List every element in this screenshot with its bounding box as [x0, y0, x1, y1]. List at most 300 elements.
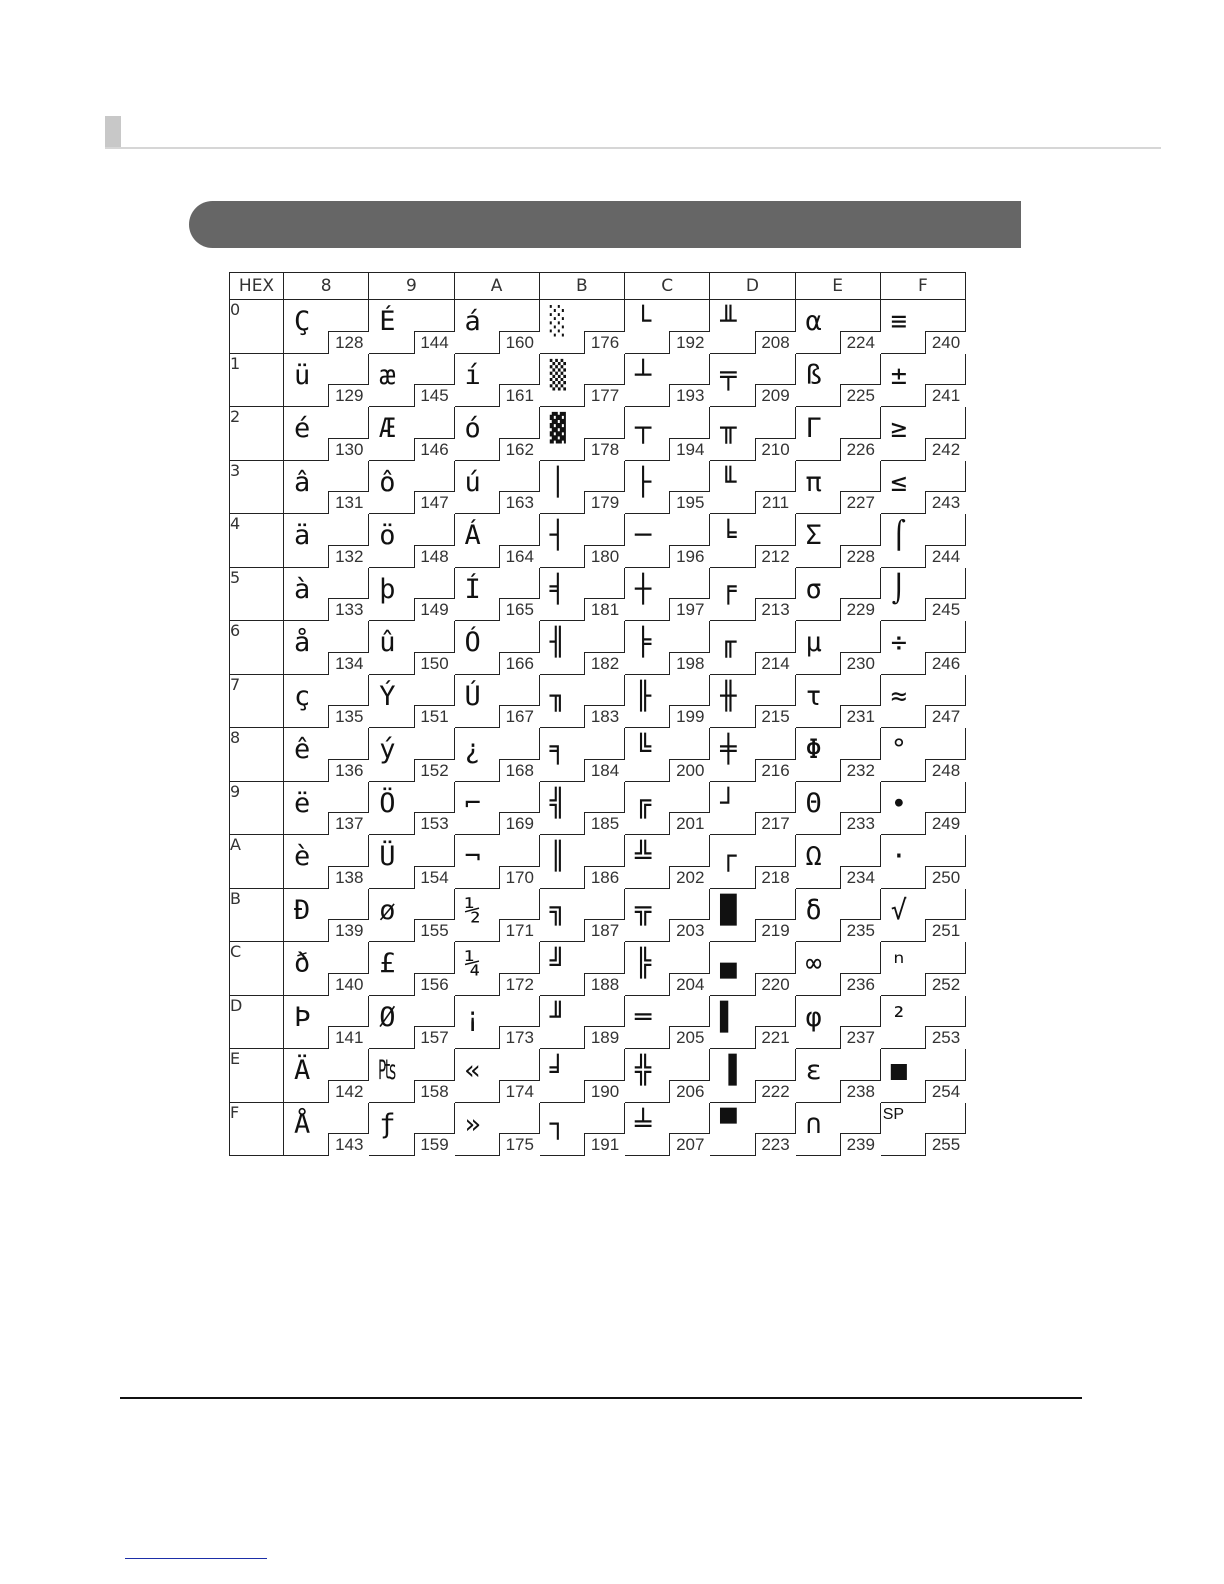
- char-code: 184: [584, 759, 625, 782]
- row-header: E: [230, 1049, 284, 1103]
- char-glyph: ≡: [890, 306, 908, 337]
- char-cell: [454, 407, 539, 461]
- char-code: 138: [328, 866, 369, 889]
- char-glyph: ø: [379, 894, 396, 926]
- char-glyph: ┌: [720, 841, 737, 872]
- char-cell: [454, 995, 539, 1049]
- char-cell: [539, 460, 624, 514]
- char-code: 203: [669, 919, 710, 942]
- char-code: 155: [414, 919, 455, 942]
- char-code: 129: [328, 384, 369, 407]
- table-title-band: [189, 201, 1021, 248]
- char-glyph: ç: [294, 680, 311, 712]
- char-glyph: Á: [464, 520, 481, 551]
- char-glyph: δ: [805, 894, 822, 926]
- char-cell: [710, 460, 795, 514]
- char-glyph: Æ: [379, 413, 396, 444]
- char-code: 201: [669, 812, 710, 835]
- char-code: 156: [414, 973, 455, 996]
- char-cell: [710, 407, 795, 461]
- char-glyph: ╦: [635, 894, 652, 926]
- char-glyph: ╚: [635, 734, 652, 765]
- table-body: [230, 300, 966, 1156]
- char-glyph: Ý: [379, 680, 396, 712]
- char-glyph: å: [294, 627, 311, 658]
- char-code: 182: [584, 652, 625, 675]
- char-cell: [795, 567, 880, 621]
- char-code: 178: [584, 438, 625, 461]
- char-cell: [369, 460, 454, 514]
- char-cell: [795, 674, 880, 728]
- char-code: 190: [584, 1080, 625, 1103]
- char-code: 239: [840, 1133, 881, 1156]
- table-row: [230, 1102, 966, 1156]
- char-cell: [625, 300, 710, 354]
- char-glyph: â: [294, 466, 311, 498]
- table-row: [230, 888, 966, 942]
- char-glyph: ┼: [635, 573, 652, 605]
- row-header: F: [230, 1102, 284, 1156]
- table-row: [230, 1049, 966, 1103]
- char-cell: [284, 728, 369, 782]
- char-code: 132: [328, 545, 369, 568]
- char-glyph: ─: [635, 520, 652, 551]
- char-glyph: │: [549, 466, 567, 498]
- char-code: 131: [328, 491, 369, 514]
- table-row: [230, 460, 966, 514]
- char-cell: [284, 781, 369, 835]
- char-cell: [880, 300, 965, 354]
- char-glyph: ▓: [549, 413, 567, 444]
- char-code: 192: [669, 331, 710, 354]
- table-row: [230, 781, 966, 835]
- character-code-table: [229, 272, 966, 1156]
- char-cell: [710, 621, 795, 675]
- link-underline: [125, 1558, 267, 1559]
- column-header: C: [625, 273, 710, 300]
- char-glyph: ═: [635, 1001, 652, 1033]
- char-cell: [795, 942, 880, 996]
- char-cell: [625, 674, 710, 728]
- char-code: 232: [840, 759, 881, 782]
- char-code: 188: [584, 973, 625, 996]
- char-cell: [710, 674, 795, 728]
- char-cell: [539, 353, 624, 407]
- char-code: 145: [414, 384, 455, 407]
- char-cell: [454, 567, 539, 621]
- char-cell: [710, 781, 795, 835]
- char-code: 225: [840, 384, 881, 407]
- char-cell: [369, 567, 454, 621]
- char-code: 242: [925, 438, 966, 461]
- char-glyph: µ: [805, 627, 822, 658]
- char-cell: [284, 621, 369, 675]
- char-cell: [369, 781, 454, 835]
- char-cell: [369, 514, 454, 568]
- char-cell: [880, 353, 965, 407]
- char-code: 208: [755, 331, 796, 354]
- char-code: 219: [755, 919, 796, 942]
- char-cell: [880, 995, 965, 1049]
- char-glyph: π: [805, 466, 822, 498]
- char-glyph: █: [720, 894, 737, 926]
- char-glyph: ë: [294, 787, 311, 819]
- table-row: [230, 407, 966, 461]
- char-glyph: É: [379, 306, 396, 337]
- char-cell: [795, 407, 880, 461]
- char-cell: [284, 674, 369, 728]
- char-cell: [710, 567, 795, 621]
- char-cell: [539, 514, 624, 568]
- char-glyph: ╥: [720, 413, 737, 444]
- char-cell: [880, 781, 965, 835]
- char-code: 193: [669, 384, 710, 407]
- char-cell: [880, 728, 965, 782]
- char-code: 175: [499, 1133, 540, 1156]
- char-glyph: ╔: [635, 787, 652, 819]
- char-cell: [880, 407, 965, 461]
- char-code: 141: [328, 1026, 369, 1049]
- char-cell: [625, 1049, 710, 1103]
- char-code: 220: [755, 973, 796, 996]
- char-glyph: í: [464, 359, 481, 391]
- char-glyph: ▐: [720, 1055, 737, 1086]
- char-cell: [539, 835, 624, 889]
- char-code: 172: [499, 973, 540, 996]
- char-code: 248: [925, 759, 966, 782]
- char-cell: [625, 1102, 710, 1156]
- char-glyph: Å: [294, 1108, 311, 1140]
- char-code: 221: [755, 1026, 796, 1049]
- char-code: 241: [925, 384, 966, 407]
- char-glyph: ¡: [464, 1001, 481, 1033]
- char-glyph: à: [294, 573, 311, 605]
- char-code: 160: [499, 331, 540, 354]
- char-code: 147: [414, 491, 455, 514]
- char-glyph: Φ: [805, 734, 822, 765]
- char-glyph: ê: [294, 734, 311, 765]
- char-glyph: è: [294, 841, 311, 872]
- char-cell: [625, 353, 710, 407]
- char-cell: [454, 781, 539, 835]
- row-header: 8: [230, 728, 284, 782]
- char-cell: [539, 674, 624, 728]
- char-code: 166: [499, 652, 540, 675]
- char-code: 254: [925, 1080, 966, 1103]
- char-code: 171: [499, 919, 540, 942]
- char-code: 183: [584, 705, 625, 728]
- char-glyph: ≤: [890, 466, 908, 498]
- char-code: 137: [328, 812, 369, 835]
- char-glyph: Ä: [294, 1055, 311, 1086]
- corner-header: HEX: [230, 273, 284, 300]
- char-cell: [710, 728, 795, 782]
- char-cell: [710, 514, 795, 568]
- char-code: 162: [499, 438, 540, 461]
- char-cell: [284, 300, 369, 354]
- char-cell: [795, 835, 880, 889]
- char-code: 150: [414, 652, 455, 675]
- char-glyph: τ: [805, 680, 822, 712]
- char-glyph: ┘: [720, 787, 737, 819]
- char-cell: [625, 514, 710, 568]
- table-row: [230, 514, 966, 568]
- char-code: 244: [925, 545, 966, 568]
- char-glyph: ₧: [379, 1055, 396, 1086]
- char-cell: [539, 567, 624, 621]
- char-cell: [539, 1102, 624, 1156]
- char-cell: [880, 942, 965, 996]
- char-glyph: ╟: [635, 680, 652, 712]
- char-glyph: ä: [294, 520, 311, 551]
- char-code: 251: [925, 919, 966, 942]
- char-cell: [795, 781, 880, 835]
- char-cell: [795, 514, 880, 568]
- char-code: 202: [669, 866, 710, 889]
- char-glyph: Ð: [294, 894, 311, 926]
- char-code: 206: [669, 1080, 710, 1103]
- char-cell: [710, 1102, 795, 1156]
- char-cell: [369, 728, 454, 782]
- char-code: 189: [584, 1026, 625, 1049]
- char-glyph: ý: [379, 734, 396, 765]
- char-code: 154: [414, 866, 455, 889]
- char-code: 140: [328, 973, 369, 996]
- char-cell: [369, 674, 454, 728]
- char-code: 209: [755, 384, 796, 407]
- row-header: 1: [230, 353, 284, 407]
- char-glyph: ô: [379, 466, 396, 498]
- char-code: 185: [584, 812, 625, 835]
- column-header: B: [539, 273, 624, 300]
- char-cell: [625, 995, 710, 1049]
- char-glyph: ╖: [549, 680, 567, 712]
- char-glyph: ⌐: [464, 787, 481, 819]
- column-header: D: [710, 273, 795, 300]
- column-header: F: [880, 273, 965, 300]
- char-glyph: ð: [294, 948, 311, 979]
- char-cell: [625, 407, 710, 461]
- char-code: 153: [414, 812, 455, 835]
- char-code: 146: [414, 438, 455, 461]
- char-code: 235: [840, 919, 881, 942]
- row-header: 6: [230, 621, 284, 675]
- char-glyph: ├: [635, 466, 652, 498]
- char-cell: [795, 728, 880, 782]
- char-cell: [710, 995, 795, 1049]
- char-code: 227: [840, 491, 881, 514]
- char-cell: [880, 1102, 965, 1156]
- char-glyph: ╡: [549, 573, 567, 605]
- char-code: 177: [584, 384, 625, 407]
- row-header: C: [230, 942, 284, 996]
- char-glyph: └: [635, 306, 652, 337]
- char-glyph: ⁿ: [890, 948, 908, 979]
- char-glyph: ╪: [720, 734, 737, 765]
- char-code: 199: [669, 705, 710, 728]
- char-code: 214: [755, 652, 796, 675]
- char-cell: [625, 728, 710, 782]
- char-glyph: ╞: [635, 627, 652, 658]
- char-code: 211: [755, 491, 796, 514]
- char-cell: [625, 621, 710, 675]
- char-cell: [539, 888, 624, 942]
- char-code: 205: [669, 1026, 710, 1049]
- char-glyph: Ω: [805, 841, 822, 872]
- table-row: [230, 674, 966, 728]
- char-cell: [795, 995, 880, 1049]
- char-code: 249: [925, 812, 966, 835]
- char-cell: [625, 567, 710, 621]
- char-code: 237: [840, 1026, 881, 1049]
- table-row: [230, 621, 966, 675]
- char-cell: [539, 728, 624, 782]
- char-cell: [284, 353, 369, 407]
- char-cell: [284, 460, 369, 514]
- char-cell: [454, 1049, 539, 1103]
- char-cell: [454, 621, 539, 675]
- char-glyph: Ú: [464, 680, 481, 712]
- char-code: 212: [755, 545, 796, 568]
- char-code: 207: [669, 1133, 710, 1156]
- char-glyph: ú: [464, 466, 481, 498]
- char-cell: [454, 300, 539, 354]
- row-header: B: [230, 888, 284, 942]
- char-glyph: ¬: [464, 841, 481, 872]
- char-glyph: ┴: [635, 359, 652, 391]
- row-header: 2: [230, 407, 284, 461]
- char-glyph: æ: [379, 359, 396, 391]
- char-code: 187: [584, 919, 625, 942]
- char-glyph: û: [379, 627, 396, 658]
- char-glyph: »: [464, 1108, 481, 1140]
- char-glyph: ▄: [720, 948, 737, 979]
- char-code: 218: [755, 866, 796, 889]
- char-cell: [539, 300, 624, 354]
- column-header: E: [795, 273, 880, 300]
- row-header: 7: [230, 674, 284, 728]
- char-cell: [369, 888, 454, 942]
- char-glyph: Ç: [294, 306, 311, 337]
- char-code: 200: [669, 759, 710, 782]
- char-glyph: ╝: [549, 948, 567, 979]
- char-code: 157: [414, 1026, 455, 1049]
- char-code: 128: [328, 331, 369, 354]
- char-glyph: ╧: [635, 1108, 652, 1140]
- char-cell: [710, 888, 795, 942]
- char-code: 167: [499, 705, 540, 728]
- row-header: 5: [230, 567, 284, 621]
- row-header: 3: [230, 460, 284, 514]
- char-code: 136: [328, 759, 369, 782]
- char-code: 213: [755, 598, 796, 621]
- char-code: 144: [414, 331, 455, 354]
- char-glyph: ╕: [549, 734, 567, 765]
- char-cell: [880, 835, 965, 889]
- char-code: 224: [840, 331, 881, 354]
- char-cell: [710, 942, 795, 996]
- char-code: 133: [328, 598, 369, 621]
- char-code: 195: [669, 491, 710, 514]
- char-code: 179: [584, 491, 625, 514]
- char-cell: [880, 621, 965, 675]
- char-code: 223: [755, 1133, 796, 1156]
- char-glyph: ╘: [720, 520, 737, 551]
- table-row: [230, 995, 966, 1049]
- char-glyph: ┬: [635, 413, 652, 444]
- char-code: 186: [584, 866, 625, 889]
- char-code: 135: [328, 705, 369, 728]
- char-cell: [625, 835, 710, 889]
- char-glyph: Σ: [805, 520, 822, 551]
- char-code: 238: [840, 1080, 881, 1103]
- table-row: [230, 300, 966, 354]
- char-cell: [454, 888, 539, 942]
- char-code: 247: [925, 705, 966, 728]
- char-glyph: Ø: [379, 1001, 396, 1033]
- char-cell: [454, 514, 539, 568]
- char-code: 173: [499, 1026, 540, 1049]
- char-glyph: ½: [464, 894, 481, 926]
- char-cell: [795, 300, 880, 354]
- char-glyph: Ü: [379, 841, 396, 872]
- char-code: 143: [328, 1133, 369, 1156]
- char-code: 245: [925, 598, 966, 621]
- char-code: 196: [669, 545, 710, 568]
- char-cell: [539, 942, 624, 996]
- char-cell: [795, 353, 880, 407]
- column-header: A: [454, 273, 539, 300]
- char-glyph: Ö: [379, 787, 396, 819]
- char-code: 215: [755, 705, 796, 728]
- char-cell: [795, 460, 880, 514]
- char-code: 152: [414, 759, 455, 782]
- char-cell: [284, 1049, 369, 1103]
- char-code: 233: [840, 812, 881, 835]
- char-cell: [284, 1102, 369, 1156]
- char-cell: [710, 353, 795, 407]
- char-code: 148: [414, 545, 455, 568]
- char-code: 217: [755, 812, 796, 835]
- char-cell: [369, 407, 454, 461]
- table-row: [230, 835, 966, 889]
- char-code: 230: [840, 652, 881, 675]
- char-glyph: ƒ: [379, 1108, 396, 1140]
- char-cell: [369, 995, 454, 1049]
- char-cell: [454, 728, 539, 782]
- row-header: 0: [230, 300, 284, 354]
- char-cell: [284, 567, 369, 621]
- char-glyph: ·: [890, 841, 908, 872]
- char-glyph: ±: [890, 359, 908, 391]
- char-cell: [284, 995, 369, 1049]
- char-cell: [454, 674, 539, 728]
- char-code: 229: [840, 598, 881, 621]
- char-glyph: ╤: [720, 359, 737, 391]
- row-header: A: [230, 835, 284, 889]
- char-code: 142: [328, 1080, 369, 1103]
- char-code: 165: [499, 598, 540, 621]
- char-cell: [369, 1102, 454, 1156]
- char-glyph: £: [379, 948, 396, 979]
- char-glyph: ∞: [805, 948, 822, 979]
- char-cell: [880, 888, 965, 942]
- char-glyph: Θ: [805, 787, 822, 819]
- char-glyph: ▒: [549, 359, 567, 391]
- char-cell: [880, 674, 965, 728]
- table-row: [230, 942, 966, 996]
- char-glyph: Γ: [805, 413, 822, 444]
